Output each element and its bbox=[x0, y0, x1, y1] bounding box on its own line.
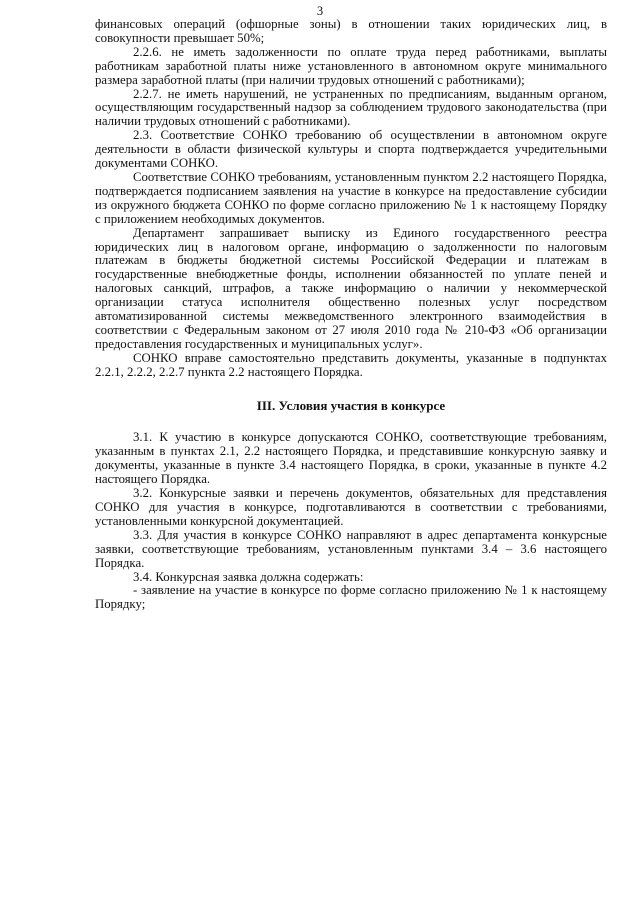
paragraph-right-to-submit: СОНКО вправе самостоятельно представить документы, указанные в подпунктах 2.2.1, 2.2.2, 2.2.7 пункта 2.2 настоящего Порядка. bbox=[95, 350, 607, 379]
paragraph-compliance: Соответствие СОНКО требованиям, установленным пунктом 2.2 настоящего Порядка, подтверждается подписанием заявления на участие в конкурсе на предоставление субсидии из окружного бюджета СОНКО по форме согласно приложению № 1 к настоящему Порядку с приложением необходимых документов. bbox=[95, 169, 607, 226]
paragraph-2-2-6: 2.2.6. не иметь задолженности по оплате труда перед работниками, выплаты работникам заработной платы ниже установленного в автономном округе минимального размера заработной платы (при наличии трудовых отношений с работниками); bbox=[95, 44, 607, 87]
paragraph-3-2: 3.2. Конкурсные заявки и перечень документов, обязательных для представления СОНКО для участия в конкурсе, подготавливаются в соответствии с требованиями, установленными конкурсной документацией. bbox=[95, 486, 607, 528]
paragraph-3-4: 3.4. Конкурсная заявка должна содержать: bbox=[133, 569, 364, 584]
paragraph-continuation: финансовых операций (офшорные зоны) в отношении таких юридических лиц, в совокупности превышает 50%; bbox=[95, 17, 607, 45]
document-body bbox=[95, 18, 607, 612]
paragraph-3-3: 3.3. Для участия в конкурсе СОНКО направляют в адрес департамента конкурсные заявки, соответствующие требованиям, установленным пунктами 3.4 – 3.6 настоящего Порядка. bbox=[95, 527, 607, 570]
page-number: 3 bbox=[316, 4, 324, 18]
paragraph-department-request: Департамент запрашивает выписку из Единого государственного реестра юридических лиц в налоговом органе, информацию о задолженности по налоговым платежам в бюджеты бюджетной системы Российской Федерации и платежам в государственные внебюджетные фонды, исполнении обязанностей по уплате пеней и налоговых санкций, штрафов, а также информацию о наличии у некоммерческой организации статуса исполнителя общественно полезных услуг посредством автоматизированной системы межведомственного электронного взаимодействия в соответствии с Федеральным законом от 27 июля 2010 года № 210-ФЗ «Об организации предоставления государственных и муниципальных услуг». bbox=[95, 225, 607, 351]
paragraph-3-1: 3.1. К участию в конкурсе допускаются СОНКО, соответствующие требованиям, указанным в пунктах 2.1, 2.2 настоящего Порядка, и представившие конкурсную заявку и документы, указанные в пункте 3.4 настоящего Порядка, в сроки, указанные в пункте 4.2 настоящего Порядка. bbox=[95, 430, 607, 487]
paragraph-2-3: 2.3. Соответствие СОНКО требованию об осуществлении в автономном округе деятельности в области физической культуры и спорта подтверждается учредительными документами СОНКО. bbox=[95, 128, 607, 171]
section-heading: III. Условия участия в конкурсе bbox=[256, 397, 446, 413]
paragraph-2-2-7: 2.2.7. не иметь нарушений, не устраненных по предписаниям, выданным органом, осуществляющим государственный надзор за соблюдением трудового законодательства (при наличии трудовых отношений с работниками). bbox=[95, 86, 607, 129]
paragraph-3-4-item-1: - заявление на участие в конкурсе по форме согласно приложению № 1 к настоящему Порядку; bbox=[95, 583, 607, 612]
